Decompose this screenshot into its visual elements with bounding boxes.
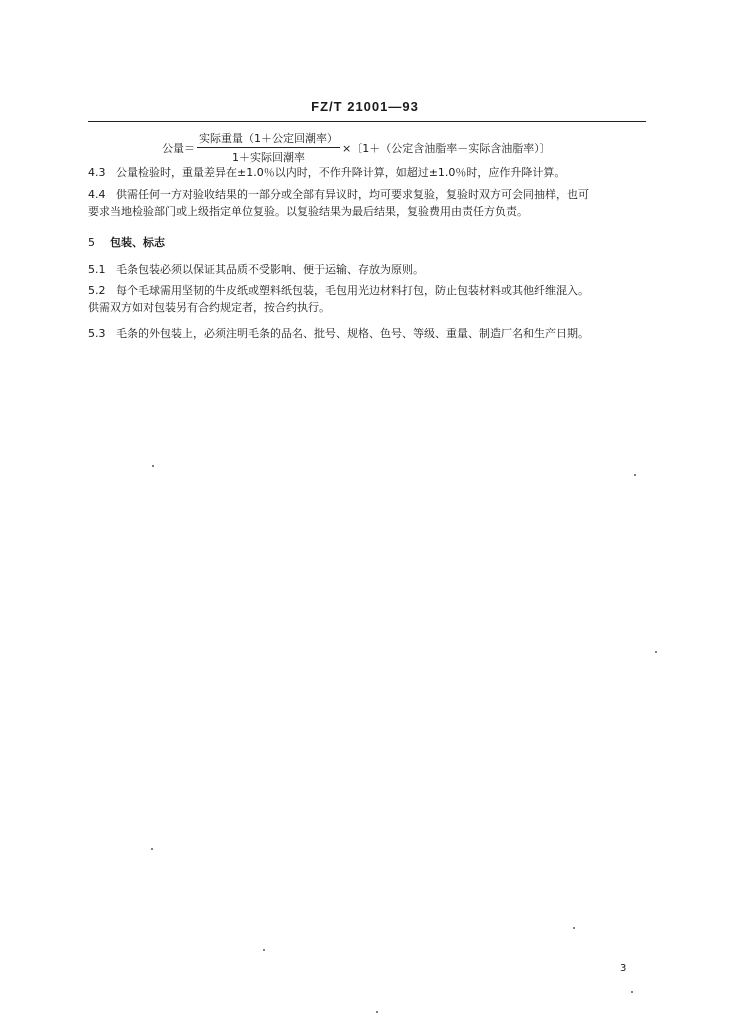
- clause-5-3: [88, 325, 648, 342]
- clause-number: 5.3: [88, 327, 106, 340]
- scan-speck: [631, 991, 633, 993]
- clause-text: 公量检验时，重量差异在±1.0％以内时，不作升降计算，如超过±1.0％时，应作升降计算。: [116, 166, 566, 179]
- page-number: 3: [620, 963, 627, 974]
- clause-number: 5.1: [88, 263, 106, 276]
- header-rule: [88, 121, 646, 122]
- conditioned-weight-formula: [162, 130, 551, 165]
- section-title: 包装、标志: [110, 236, 165, 249]
- scan-speck: [152, 465, 154, 467]
- clause-text-continued: 供需双方如对包装另有合约规定者，按合约执行。: [88, 301, 330, 314]
- clause-number: 5.2: [88, 284, 106, 297]
- scan-speck: [634, 474, 636, 476]
- clause-text: 每个毛球需用坚韧的牛皮纸或塑料纸包装，毛包用光边材料打包，防止包装材料或其他纤维混入。: [116, 284, 589, 297]
- clause-text: 供需任何一方对验收结果的一部分或全部有异议时，均可要求复验，复验时双方可会同抽样，也可: [116, 188, 589, 201]
- clause-5-2: [88, 282, 648, 316]
- formula-denominator: 1＋实际回潮率: [232, 151, 305, 164]
- formula-rhs: ×〔1＋（公定含油脂率－实际含油脂率）〕: [342, 141, 551, 155]
- scan-speck: [376, 1011, 378, 1013]
- clause-text: 毛条的外包装上，必须注明毛条的品名、批号、规格、色号、等级、重量、制造厂名和生产日期。: [116, 327, 589, 340]
- formula-fraction: [197, 130, 340, 165]
- standard-code-header: FZ/T 21001—93: [311, 99, 419, 114]
- formula-numerator: 实际重量（1＋公定回潮率）: [197, 130, 340, 148]
- clause-number: 4.4: [88, 188, 106, 201]
- scan-speck: [655, 651, 657, 653]
- clause-text-continued: 要求当地检验部门或上级指定单位复验。以复验结果为最后结果，复验费用由责任方负责。: [88, 205, 528, 218]
- section-number: 5: [88, 236, 95, 249]
- clause-number: 4.3: [88, 166, 106, 179]
- formula-lhs: 公量＝: [162, 141, 195, 155]
- section-5-heading: [88, 234, 165, 250]
- scan-speck: [151, 848, 153, 850]
- scan-speck: [573, 927, 575, 929]
- clause-4-3: [88, 164, 648, 181]
- clause-text: 毛条包装必须以保证其品质不受影响、便于运输、存放为原则。: [116, 263, 424, 276]
- clause-5-1: [88, 261, 648, 278]
- clause-4-4: [88, 186, 648, 220]
- scan-speck: [263, 949, 265, 951]
